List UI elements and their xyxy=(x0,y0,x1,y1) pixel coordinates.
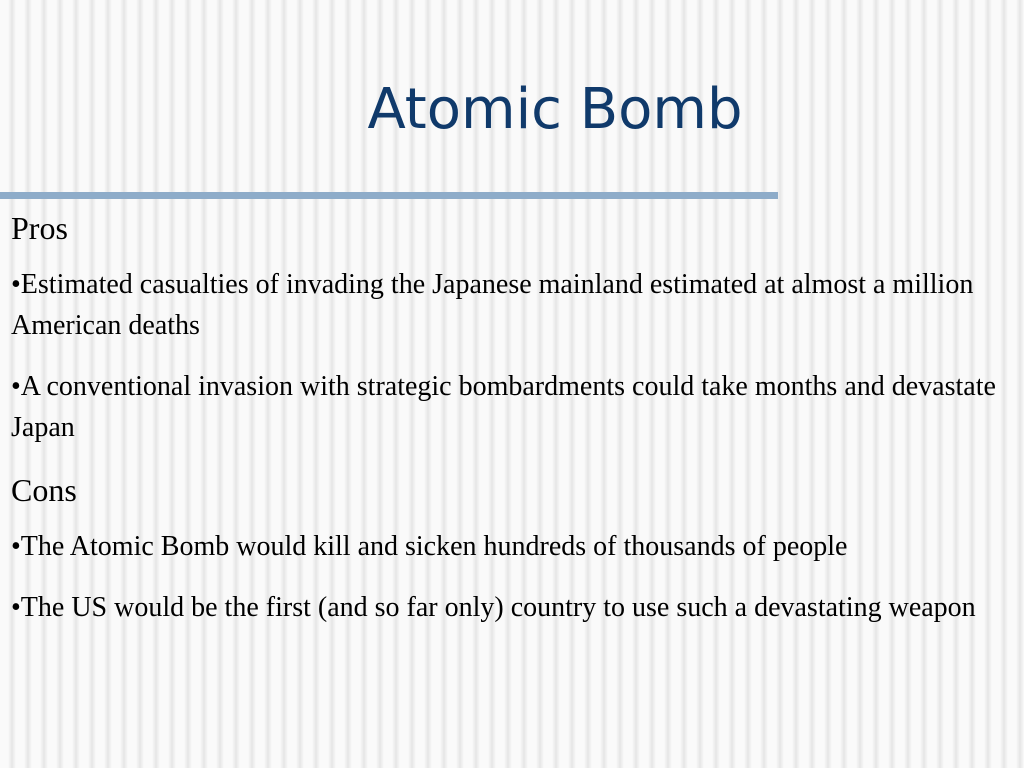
pros-heading: Pros xyxy=(11,210,68,246)
slide-body xyxy=(11,206,1011,628)
cons-bullet: •The US would be the first (and so far only) country to use such a devastating weapon xyxy=(11,592,976,623)
pros-bullet: •Estimated casualties of invading the Japanese mainland estimated at almost a million American deaths xyxy=(11,269,974,341)
pros-bullet: •A conventional invasion with strategic bombardments could take months and devastate Japan xyxy=(11,371,996,443)
slide-title: Atomic Bomb xyxy=(367,77,743,142)
cons-heading: Cons xyxy=(11,472,77,508)
title-divider xyxy=(0,192,778,199)
cons-bullet: •The Atomic Bomb would kill and sicken hundreds of thousands of people xyxy=(11,531,848,562)
